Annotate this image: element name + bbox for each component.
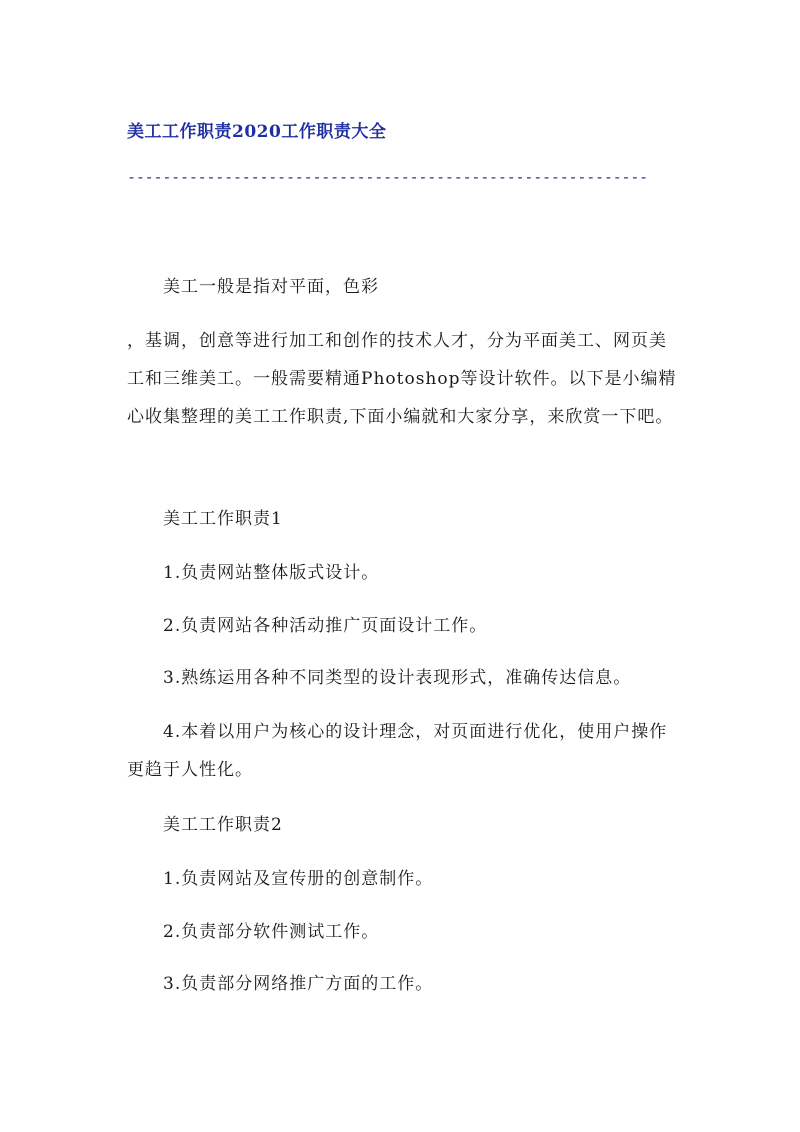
list-item: 1.负责网站及宣传册的创意制作。 (163, 869, 434, 889)
section-2-heading-block (127, 806, 679, 844)
intro-first-line-block (127, 268, 679, 306)
section-1-item-1-block (127, 554, 679, 592)
list-item: 3.熟练运用各种不同类型的设计表现形式，准确传达信息。 (163, 668, 632, 688)
intro-paragraph: ，基调，创意等进行加工和创作的技术人才，分为平面美工、网页美工和三维美工。一般需要精通Photoshop等设计软件。以下是小编精心收集整理的美工工作职责,下面小编就和大家分享，来欣赏一下吧。 (127, 331, 677, 427)
section-2-item-2-block (127, 913, 679, 951)
section-2-item-3-block (127, 965, 679, 1003)
list-item: 2.负责网站各种活动推广页面设计工作。 (163, 616, 488, 636)
section-2-item-1-block (127, 860, 679, 898)
section-1-item-3-block (127, 659, 679, 697)
list-item: 2.负责部分软件测试工作。 (163, 922, 380, 942)
section-2-heading: 美工工作职责2 (163, 815, 283, 835)
title-divider: ----------------------------------------------------------- (127, 168, 649, 186)
section-1-heading-block (127, 500, 679, 538)
section-1-item-2-block (127, 607, 679, 645)
list-item: 1.负责网站整体版式设计。 (163, 563, 380, 583)
section-1-item-4-block (127, 713, 679, 789)
list-item: 4.本着以用户为核心的设计理念，对页面进行优化，使用户操作更趋于人性化。 (127, 722, 668, 780)
list-item: 3.负责部分网络推广方面的工作。 (163, 974, 434, 994)
section-1-heading: 美工工作职责1 (163, 509, 283, 529)
intro-first-line: 美工一般是指对平面，色彩 (163, 277, 379, 297)
intro-paragraph-block (127, 322, 679, 436)
document-title: 美工工作职责2020工作职责大全 (127, 122, 387, 142)
